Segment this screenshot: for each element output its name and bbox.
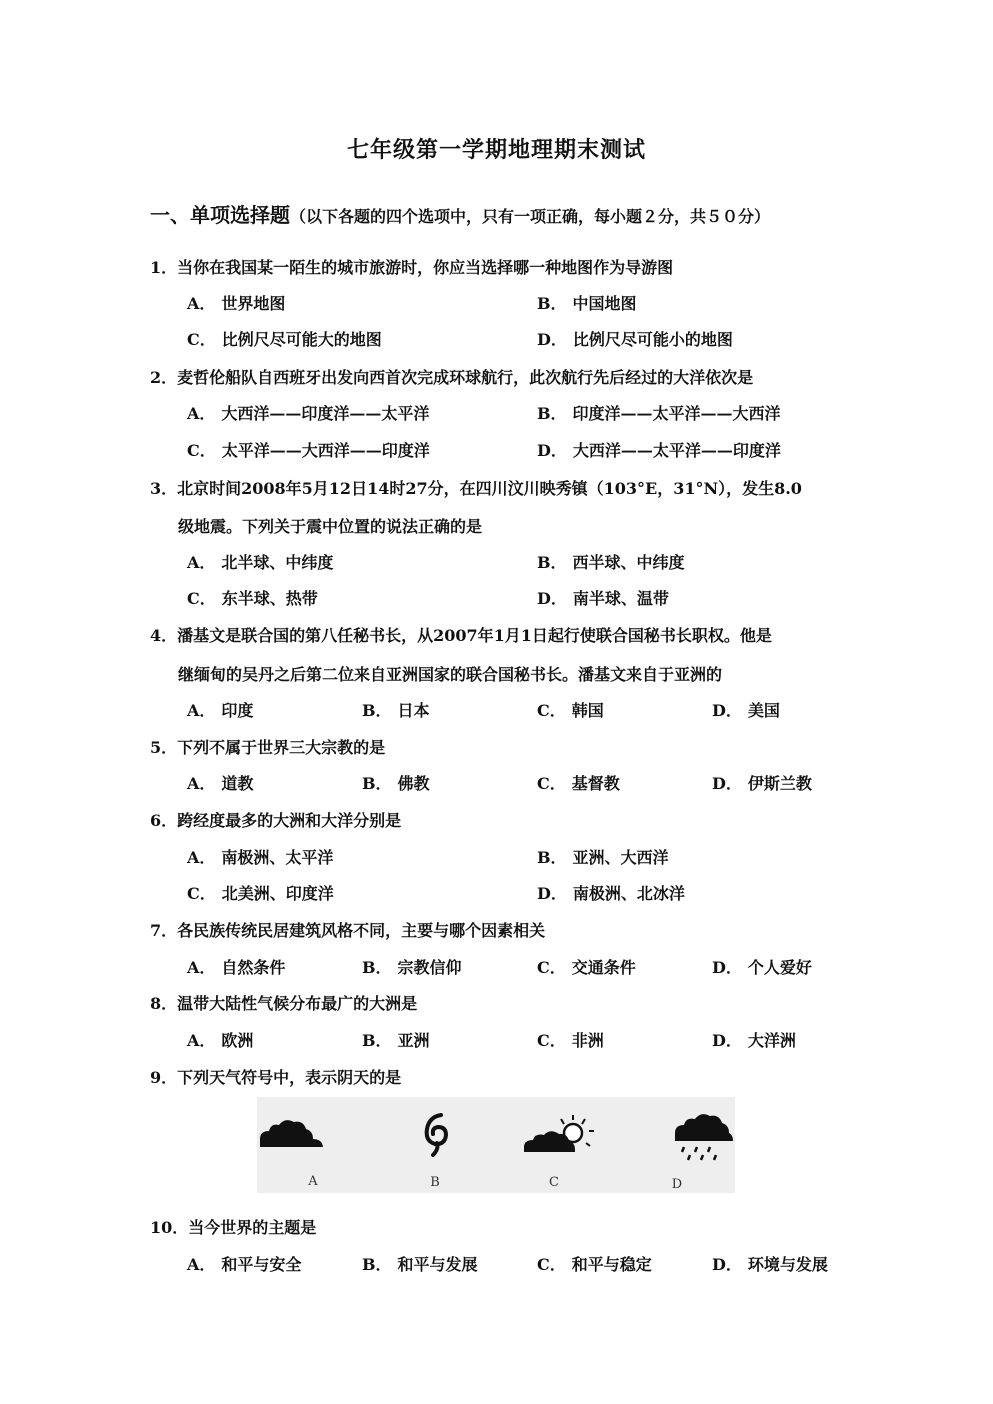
option-letter: D．	[537, 589, 567, 608]
option-text: 南半球、温带	[572, 589, 669, 608]
option-letter: B．	[537, 848, 567, 867]
option-text: 北半球、中纬度	[221, 553, 334, 572]
question-10-option-b[interactable]	[362, 1252, 478, 1275]
question-6-option-c[interactable]	[187, 881, 334, 904]
exam-title: 七年级第一学期地理期末测试	[346, 137, 646, 163]
option-text: 南极洲、北冰洋	[572, 884, 685, 903]
question-7-option-a[interactable]	[187, 955, 285, 978]
question-6-option-d[interactable]	[537, 881, 685, 904]
option-text: 环境与发展	[747, 1255, 828, 1274]
question-5-option-d[interactable]	[712, 771, 812, 794]
question-3-stem-continued: 级地震。下列关于震中位置的说法正确的是	[178, 517, 483, 536]
option-text: 宗教信仰	[397, 958, 462, 977]
question-8-option-a[interactable]	[187, 1028, 253, 1051]
option-letter: D．	[537, 441, 567, 460]
option-letter: A．	[187, 848, 216, 867]
question-8-option-c[interactable]	[537, 1028, 604, 1051]
question-1-option-a[interactable]	[187, 291, 285, 314]
option-text: 欧洲	[221, 1031, 254, 1050]
figure-label-b: B	[430, 1175, 440, 1190]
option-text: 太平洋——大西洋——印度洋	[221, 441, 430, 460]
question-5-option-c[interactable]	[537, 771, 620, 794]
option-letter: B．	[362, 958, 392, 977]
option-letter: B．	[537, 294, 567, 313]
question-6-option-b[interactable]	[537, 845, 669, 868]
question-1-stem: 1．当你在我国某一陌生的城市旅游时，你应当选择哪一种地图作为导游图	[150, 258, 674, 277]
question-7-option-b[interactable]	[362, 955, 462, 978]
option-letter: C．	[187, 441, 216, 460]
option-text: 大西洋——印度洋——太平洋	[221, 404, 430, 423]
question-3-option-b[interactable]	[537, 550, 685, 573]
figure-label-d: D	[671, 1177, 683, 1192]
option-letter: A．	[187, 553, 216, 572]
option-text: 伊斯兰教	[747, 774, 812, 793]
question-2-option-b[interactable]	[537, 401, 781, 424]
option-letter: D．	[712, 1031, 742, 1050]
option-text: 比例尺尽可能大的地图	[221, 330, 382, 349]
question-7-option-c[interactable]	[537, 955, 636, 978]
option-letter: D．	[537, 884, 567, 903]
overcast-cloud-icon	[260, 1120, 323, 1147]
option-text: 亚洲	[397, 1031, 430, 1050]
question-5-stem: 5．下列不属于世界三大宗教的是	[150, 738, 386, 757]
question-8-stem: 8．温带大陆性气候分布最广的大洲是	[150, 994, 418, 1013]
option-letter: A．	[187, 774, 216, 793]
question-4-option-c[interactable]	[537, 698, 604, 721]
option-letter: A．	[187, 404, 216, 423]
sun-behind-cloud-icon	[524, 1115, 594, 1152]
question-6-stem: 6．跨经度最多的大洲和大洋分别是	[150, 811, 402, 830]
option-text: 交通条件	[571, 958, 636, 977]
option-text: 自然条件	[221, 958, 286, 977]
question-2-option-a[interactable]	[187, 401, 429, 424]
option-text: 西半球、中纬度	[572, 553, 685, 572]
weather-symbols-svg	[257, 1097, 735, 1193]
question-4-option-a[interactable]	[187, 698, 253, 721]
option-letter: A．	[187, 701, 216, 720]
question-4-stem: 4．潘基文是联合国的第八任秘书长，从2007年1月1日起行使联合国秘书长职权。他是	[150, 626, 772, 645]
option-letter: C．	[187, 589, 216, 608]
typhoon-icon	[427, 1115, 446, 1155]
question-4-option-d[interactable]	[712, 698, 780, 721]
option-text: 和平与发展	[397, 1255, 478, 1274]
option-letter: C．	[537, 1255, 566, 1274]
option-letter: B．	[362, 1031, 392, 1050]
question-10-option-c[interactable]	[537, 1252, 652, 1275]
question-10-stem: 10．当今世界的主题是	[150, 1218, 317, 1237]
question-3-stem: 3．北京时间2008年5月12日14时27分，在四川汶川映秀镇（103°E，31°N），发生8.0	[150, 479, 802, 498]
option-letter: B．	[362, 774, 392, 793]
question-5-option-a[interactable]	[187, 771, 253, 794]
option-text: 和平与安全	[221, 1255, 302, 1274]
question-2-option-c[interactable]	[187, 438, 430, 461]
option-text: 大洋洲	[747, 1031, 796, 1050]
option-text: 基督教	[571, 774, 620, 793]
option-letter: C．	[187, 330, 216, 349]
option-text: 非洲	[571, 1031, 604, 1050]
question-1-option-c[interactable]	[187, 327, 382, 350]
weather-symbols-figure	[257, 1097, 735, 1193]
question-1-option-b[interactable]	[537, 291, 637, 314]
question-10-option-d[interactable]	[712, 1252, 828, 1275]
option-letter: D．	[712, 1255, 742, 1274]
option-text: 南极洲、太平洋	[221, 848, 334, 867]
option-text: 北美洲、印度洋	[221, 884, 334, 903]
option-text: 大西洋——太平洋——印度洋	[572, 441, 781, 460]
section-heading-note: （以下各题的四个选项中，只有一项正确，每小题２分，共５０分）	[290, 207, 771, 226]
figure-label-a: A	[308, 1174, 318, 1189]
option-letter: A．	[187, 1031, 216, 1050]
option-letter: B．	[537, 404, 567, 423]
option-letter: C．	[537, 701, 566, 720]
question-2-option-d[interactable]	[537, 438, 781, 461]
figure-label-c: C	[549, 1175, 559, 1190]
option-text: 中国地图	[572, 294, 637, 313]
question-3-option-d[interactable]	[537, 586, 669, 609]
question-8-option-b[interactable]	[362, 1028, 430, 1051]
section-heading	[150, 199, 770, 228]
question-3-option-a[interactable]	[187, 550, 333, 573]
rain-cloud-icon	[675, 1114, 733, 1160]
option-letter: A．	[187, 1255, 216, 1274]
option-text: 日本	[397, 701, 430, 720]
question-2-stem: 2．麦哲伦船队自西班牙出发向西首次完成环球航行，此次航行先后经过的大洋依次是	[150, 368, 754, 387]
option-letter: D．	[712, 701, 742, 720]
option-text: 亚洲、大西洋	[572, 848, 669, 867]
question-7-option-d[interactable]	[712, 955, 812, 978]
question-6-option-a[interactable]	[187, 845, 333, 868]
option-letter: C．	[537, 958, 566, 977]
question-8-option-d[interactable]	[712, 1028, 796, 1051]
option-text: 佛教	[397, 774, 430, 793]
option-letter: B．	[537, 553, 567, 572]
question-9-stem: 9．下列天气符号中，表示阴天的是	[150, 1068, 402, 1087]
option-letter: D．	[712, 958, 742, 977]
option-text: 韩国	[571, 701, 604, 720]
option-text: 道教	[221, 774, 254, 793]
question-3-option-c[interactable]	[187, 586, 318, 609]
option-letter: B．	[362, 1255, 392, 1274]
option-text: 东半球、热带	[221, 589, 318, 608]
question-7-stem: 7．各民族传统民居建筑风格不同，主要与哪个因素相关	[150, 921, 546, 940]
option-text: 美国	[747, 701, 780, 720]
option-text: 和平与稳定	[571, 1255, 652, 1274]
option-text: 个人爱好	[747, 958, 812, 977]
question-10-option-a[interactable]	[187, 1252, 301, 1275]
option-letter: A．	[187, 294, 216, 313]
option-letter: C．	[537, 774, 566, 793]
question-1-option-d[interactable]	[537, 327, 733, 350]
option-text: 印度	[221, 701, 254, 720]
option-text: 比例尺尽可能小的地图	[572, 330, 733, 349]
option-letter: C．	[537, 1031, 566, 1050]
option-letter: D．	[712, 774, 742, 793]
option-letter: B．	[362, 701, 392, 720]
option-letter: C．	[187, 884, 216, 903]
question-4-option-b[interactable]	[362, 698, 430, 721]
option-letter: D．	[537, 330, 567, 349]
option-text: 印度洋——太平洋——大西洋	[572, 404, 781, 423]
option-letter: A．	[187, 958, 216, 977]
question-4-stem-continued: 继缅甸的吴丹之后第二位来自亚洲国家的联合国秘书长。潘基文来自于亚洲的	[178, 665, 723, 684]
question-5-option-b[interactable]	[362, 771, 430, 794]
option-text: 世界地图	[221, 294, 286, 313]
section-heading-label: 一、单项选择题	[150, 203, 290, 227]
